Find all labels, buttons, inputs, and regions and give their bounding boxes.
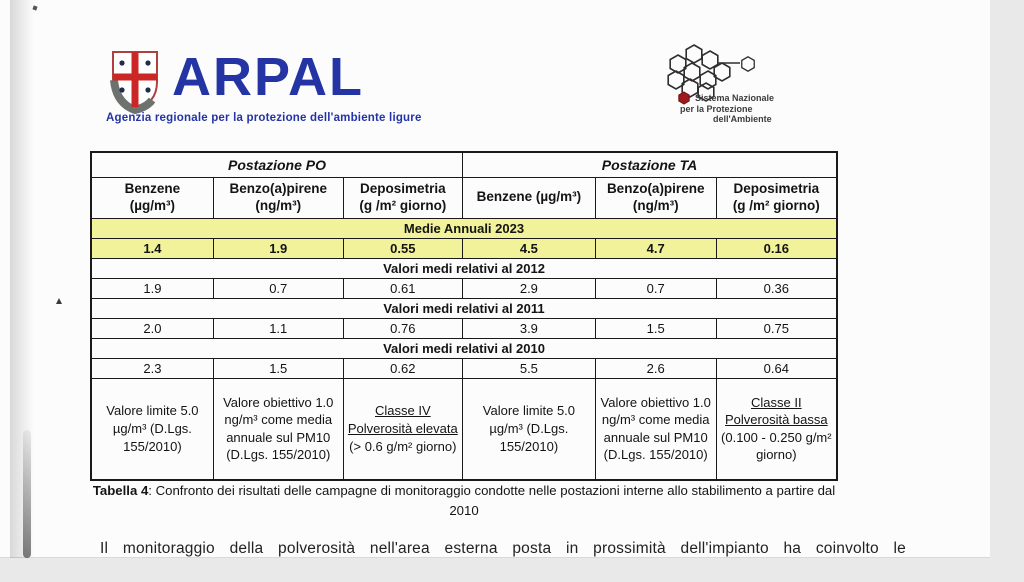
class-label: Classe IV Polverosità elevata [347, 403, 458, 436]
section-label: Valori medi relativi al 2011 [91, 298, 837, 318]
scan-speck [56, 298, 62, 304]
ta-benzoapirene-limit: Valore obiettivo 1.0 ng/m³ come media annuale sul PM10 (D.Lgs. 155/2010) [595, 378, 716, 480]
class-range: (0.100 - 0.250 g/m² giorno) [721, 429, 832, 463]
station-po-header: Postazione PO [91, 152, 463, 177]
ta-deposimetria-header [716, 177, 837, 218]
table-caption [90, 481, 838, 521]
value-cell: 0.75 [716, 318, 837, 338]
limits-row [91, 378, 837, 480]
value-cell: 2.6 [595, 358, 716, 378]
header-unit: (µg/m³) [129, 197, 176, 213]
value-cell: 0.55 [343, 238, 462, 258]
header-title: Deposimetria [360, 180, 446, 196]
section-label: Medie Annuali 2023 [91, 218, 837, 238]
ta-benzene-header [463, 177, 596, 218]
value-cell: 2.0 [91, 318, 213, 338]
value-cell: 3.9 [463, 318, 596, 338]
column-header-row [91, 177, 837, 218]
value-cell: 0.36 [716, 278, 837, 298]
header-title: Benzo(a)pirene [229, 180, 327, 196]
snpa-logo [648, 36, 818, 128]
value-cell: 5.5 [463, 358, 596, 378]
value-row-2012 [91, 278, 837, 298]
po-benzene-limit: Valore limite 5.0 µg/m³ (D.Lgs. 155/2010) [91, 378, 213, 480]
ta-benzene-limit: Valore limite 5.0 µg/m³ (D.Lgs. 155/2010) [463, 378, 596, 480]
snpa-wordmark [678, 93, 774, 125]
arpal-tagline: Agenzia regionale per la protezione dell'ambiente ligure [106, 112, 422, 124]
snpa-line1: Sistema Nazionale [695, 93, 775, 103]
value-cell: 1.5 [595, 318, 716, 338]
value-cell: 0.62 [343, 358, 462, 378]
section-label: Valori medi relativi al 2010 [91, 338, 837, 358]
section-row-2012 [91, 258, 837, 278]
header-title: Benzo(a)pirene [606, 180, 705, 196]
header-title: Deposimetria [733, 180, 820, 196]
po-benzoapirene-header [213, 177, 343, 218]
po-deposimetria-header [343, 177, 462, 218]
header-unit: (g /m² giorno) [732, 197, 820, 213]
value-cell: 2.3 [91, 358, 213, 378]
section-row-2011 [91, 298, 837, 318]
ta-deposimetria-class [716, 378, 837, 480]
arpal-logo [106, 48, 422, 124]
value-cell: 0.64 [716, 358, 837, 378]
ta-benzoapirene-header [595, 177, 716, 218]
scan-edge-shadow-dark [23, 430, 31, 558]
value-row-2010 [91, 358, 837, 378]
value-cell: 1.9 [213, 238, 343, 258]
po-benzene-header [91, 177, 213, 218]
value-cell: 1.4 [91, 238, 213, 258]
value-cell: 0.7 [213, 278, 343, 298]
value-cell: 4.7 [595, 238, 716, 258]
po-deposimetria-class [343, 378, 462, 480]
section-row-2010 [91, 338, 837, 358]
caption-text: : Confronto dei risultati delle campagne di monitoraggio condotte nelle postazioni interne allo stabilimento a partire dal 2010 [148, 483, 836, 518]
section-label: Valori medi relativi al 2012 [91, 258, 837, 278]
value-cell: 1.5 [213, 358, 343, 378]
value-row-2011 [91, 318, 837, 338]
value-cell: 0.16 [716, 238, 837, 258]
station-ta-header: Postazione TA [463, 152, 838, 177]
class-range: (> 0.6 g/m² giorno) [349, 438, 457, 454]
value-cell: 2.9 [463, 278, 596, 298]
scan-speck [32, 5, 37, 10]
snpa-line2: per la Protezione [680, 103, 753, 114]
station-group-row [91, 152, 837, 177]
value-cell: 0.7 [595, 278, 716, 298]
value-cell: 1.1 [213, 318, 343, 338]
monitoring-table [90, 151, 838, 481]
arpal-wordmark: ARPAL [172, 47, 364, 107]
value-cell: 4.5 [463, 238, 596, 258]
body-paragraph: Il monitoraggio della polverosità nell'area esterna posta in prossimità dell'impianto ha coinvolto le [100, 540, 906, 557]
header-title: Benzene (µg/m³) [476, 189, 582, 205]
value-row-2023 [91, 238, 837, 258]
caption-label: Tabella 4 [92, 483, 149, 498]
value-cell: 0.61 [343, 278, 462, 298]
po-benzoapirene-limit: Valore obiettivo 1.0 ng/m³ come media annuale sul PM10 (D.Lgs. 155/2010) [213, 378, 343, 480]
header-unit: (ng/m³) [632, 197, 679, 213]
snpa-line3: dell'Ambiente [713, 114, 772, 124]
arpal-shield-icon [106, 48, 164, 116]
section-row-2023 [91, 218, 837, 238]
header-unit: (g /m² giorno) [359, 197, 447, 213]
class-label: Classe II Polverosità bassa [725, 394, 828, 428]
value-cell: 1.9 [91, 278, 213, 298]
value-cell: 0.76 [343, 318, 462, 338]
header-unit: (ng/m³) [255, 197, 302, 213]
header-title: Benzene [124, 180, 181, 196]
